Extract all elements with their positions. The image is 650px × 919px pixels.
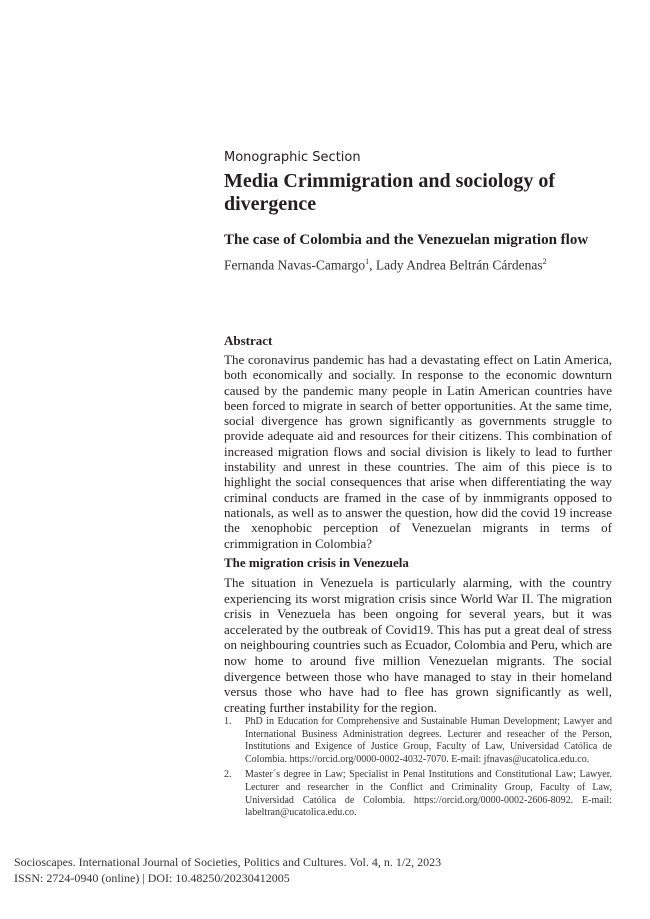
footnote-ref[interactable]: 2 (542, 257, 547, 266)
author-name: Lady Andrea Beltrán Cárdenas (375, 257, 543, 273)
section-paragraph: The situation in Venezuela is particularly alarming, with the country experiencing its worst migration crisis since World War II. The migration crisis in Venezuela has been ongoing for several years, but it was accelerated by the outbreak of Covid19. This has put a great deal of stress on neighbouring countries such as Ecuador, Colombia and Peru, which are now home to around five million Venezuelan migrants. The social divergence between those who have managed to stay in their homeland versus those who have had to flee has grown significantly as well, creating further instability for the region. (224, 575, 612, 715)
footnote-number: 1. (224, 716, 232, 727)
article-subtitle: The case of Colombia and the Venezuelan migration flow (224, 232, 589, 248)
footnote-text: PhD in Education for Comprehensive and Sustainable Human Development; Lawyer and International Business Administration degrees. Lecturer and reseacher of the Person, Institutions and Exigence of Justice Group, Faculty of Law, Universidad Católica de Colombia. https://orcid.org/0000-0002-4032-7070. E-mail: jfnavas@ucatolica.edu.co. (245, 716, 612, 765)
section-label: Monographic Section (224, 150, 361, 165)
footnote-text: Master´s degree in Law; Specialist in Penal Institutions and Constitutional Law; Lawyer. Lecturer and researcher in the Conflict and Criminality Group, Faculty of Law, Universidad Católica de Colombia. https://orcid.org/0000-0002-2606-8092. E-mail: labeltran@ucatolica.edu.co. (245, 769, 612, 819)
abstract-heading: Abstract (224, 333, 273, 348)
journal-citation: Socioscapes. International Journal of Societies, Politics and Cultures. Vol. 4, n. 1/2, 2023 (14, 855, 442, 869)
author-name: Fernanda Navas-Camargo (224, 257, 366, 273)
abstract-text: The coronavirus pandemic has had a devastating effect on Latin America, both economically and socially. In response to the economic downturn caused by the pandemic many people in Latin American countries have been forced to migrate in search of better opportunities. At the same time, social divergence has grown significantly as governments struggle to provide adequate aid and resources for their citizens. This combination of increased migration flows and social division is likely to lead to further instability and unrest in these countries. The aim of this piece is to highlight the social consequences that arise when differentiating the way criminal conducts are framed in the case of by inmmigrants opposed to nationals, as well as to answer the question, how did the covid 19 increase the xenophobic perception of Venezuelan migrants in terms of crimmigration in Colombia? (224, 352, 612, 551)
author-separator: , (369, 257, 376, 273)
author-list (224, 257, 547, 274)
footnote-number: 2. (224, 769, 232, 781)
article-title: Media Crimmigration and sociology of divergence (224, 170, 556, 215)
footnote-item (224, 769, 612, 819)
footnote-item (224, 716, 612, 766)
page-footer (14, 854, 441, 886)
issn-doi: ISSN: 2724-0940 (online) | DOI: 10.48250/20230412005 (14, 871, 290, 885)
footnotes (224, 716, 612, 823)
footnote-ref[interactable]: 1 (365, 257, 370, 266)
section-heading: The migration crisis in Venezuela (224, 555, 409, 570)
